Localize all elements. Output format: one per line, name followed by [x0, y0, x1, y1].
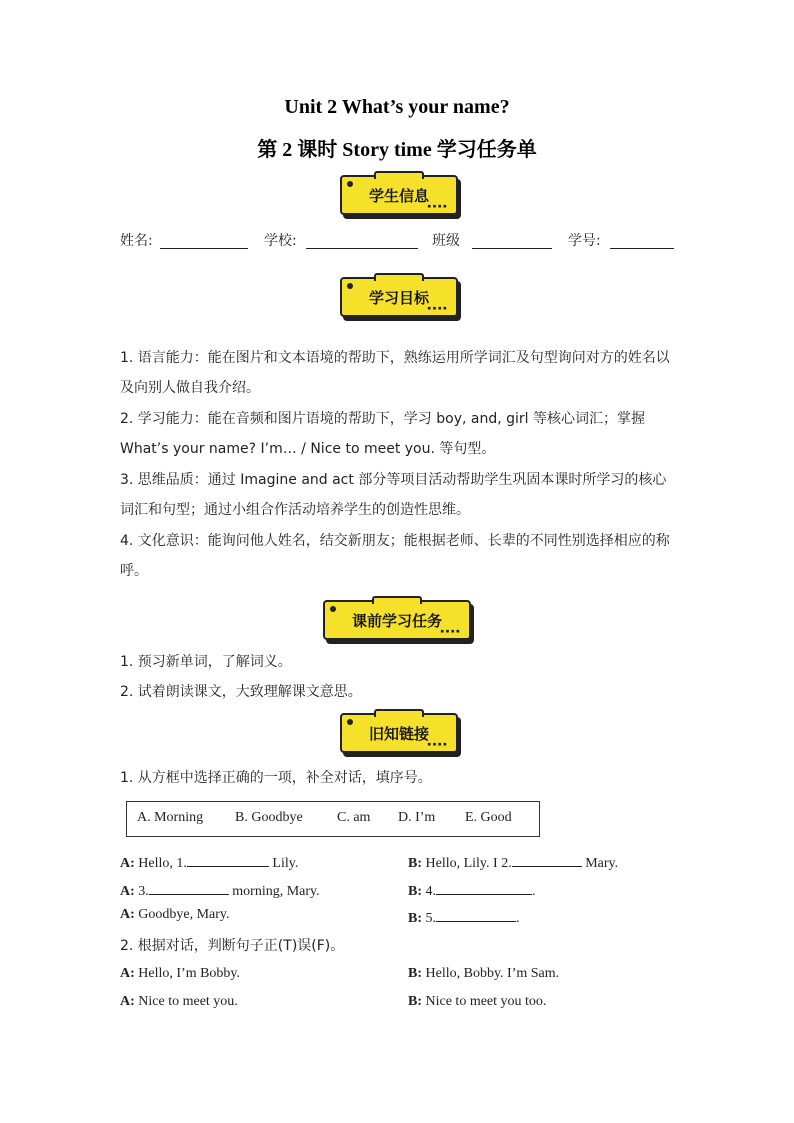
badge-student-info [340, 175, 458, 215]
badge-dot [347, 283, 353, 289]
speaker-a: A: [120, 966, 135, 981]
answer-blank-1[interactable] [187, 852, 269, 867]
dialogue-line [408, 852, 618, 872]
badge-pre-task [323, 600, 471, 640]
school-label: 学校: [264, 233, 297, 249]
badge-label: 学习目标 [368, 288, 429, 307]
badge-dot [330, 606, 336, 612]
dialogue-text: . [516, 911, 520, 926]
badge-dots: ▪▪▪▪ [427, 304, 448, 312]
badge-tab [374, 171, 424, 179]
speaker-a: A: [120, 994, 135, 1009]
speaker-a: A: [120, 856, 135, 871]
answer-blank-3[interactable] [149, 880, 229, 895]
dialogue-line [408, 994, 546, 1010]
dialogue-text: Hello, Lily. I 2. [425, 856, 512, 871]
dialogue-line [120, 907, 230, 923]
speaker-b: B: [408, 911, 422, 926]
school-field[interactable] [306, 248, 418, 249]
dialogue-text: Mary. [581, 856, 619, 871]
page-subtitle: 第 2 课时 Story time 学习任务单 [257, 139, 537, 161]
badge-label: 课前学习任务 [351, 611, 442, 630]
option-e: E. Good [465, 810, 512, 825]
page-title: Unit 2 What’s your name? [284, 96, 510, 118]
dialogue-line [120, 880, 320, 900]
name-label: 姓名: [120, 233, 153, 249]
dialogue-text: Hello, 1. [138, 856, 187, 871]
option-d: D. I’m [398, 810, 436, 825]
q1-instruction: 1. 从方框中选择正确的一项，补全对话，填序号。 [120, 770, 432, 786]
badge-dots: ▪▪▪▪ [440, 627, 461, 635]
speaker-b: B: [408, 856, 422, 871]
dialogue-text: . [532, 884, 536, 899]
option-a: A. Morning [137, 810, 204, 825]
badge-dot [347, 719, 353, 725]
goal-item-1: 1. 语言能力：能在图片和文本语境的帮助下，熟练运用所学词汇及句型询问对方的姓名以及向别人做自我介绍。 [120, 350, 670, 396]
option-b: B. Goodbye [235, 810, 303, 825]
badge-review [340, 713, 458, 753]
badge-dots: ▪▪▪▪ [427, 202, 448, 210]
answer-blank-4[interactable] [436, 880, 532, 895]
badge-label: 旧知链接 [368, 724, 429, 743]
dialogue-line [408, 880, 536, 900]
speaker-b: B: [408, 966, 422, 981]
q2-instruction: 2. 根据对话，判断句子正(T)误(F)。 [120, 938, 345, 954]
dialogue-line [408, 966, 559, 982]
badge-tab [372, 596, 422, 604]
pre-task-item-1: 1. 预习新单词，了解词义。 [120, 654, 292, 670]
goal-item-2: 2. 学习能力：能在音频和图片语境的帮助下，学习 boy, and, girl 等核心词汇；掌握 What’s your name? I’m… / Nice to meet you. 等句型。 [120, 411, 646, 457]
pre-task-item-2: 2. 试着朗读课文，大致理解课文意思。 [120, 684, 362, 700]
badge-goals [340, 277, 458, 317]
dialogue-text: Goodbye, Mary. [138, 907, 230, 922]
dialogue-text: Hello, I’m Bobby. [138, 966, 241, 981]
goal-item-3: 3. 思维品质：通过 Imagine and act 部分等项目活动帮助学生巩固本课时所学习的核心词汇和句型；通过小组合作活动培养学生的创造性思维。 [120, 472, 667, 518]
dialogue-text: 4. [425, 884, 436, 899]
name-field[interactable] [160, 248, 248, 249]
dialogue-text: morning, Mary. [228, 884, 320, 899]
badge-tab [374, 273, 424, 281]
answer-blank-2[interactable] [512, 852, 582, 867]
number-field[interactable] [610, 248, 674, 249]
option-c: C. am [337, 810, 371, 825]
dialogue-line [120, 994, 238, 1010]
dialogue-text: Hello, Bobby. I’m Sam. [425, 966, 560, 981]
number-label: 学号: [568, 233, 601, 249]
speaker-b: B: [408, 884, 422, 899]
dialogue-text: 3. [138, 884, 149, 899]
student-info-row [120, 230, 680, 252]
class-field[interactable] [472, 248, 552, 249]
badge-label: 学生信息 [368, 186, 429, 205]
speaker-a: A: [120, 884, 135, 899]
class-label: 班级 [432, 233, 460, 249]
options-box [126, 801, 540, 837]
speaker-a: A: [120, 907, 135, 922]
dialogue-line [408, 907, 520, 927]
dialogue-text: 5. [425, 911, 436, 926]
dialogue-text: Nice to meet you too. [425, 994, 547, 1009]
badge-tab [374, 709, 424, 717]
speaker-b: B: [408, 994, 422, 1009]
dialogue-line [120, 966, 240, 982]
dialogue-line [120, 852, 298, 872]
badge-dots: ▪▪▪▪ [427, 740, 448, 748]
dialogue-text: Lily. [268, 856, 299, 871]
badge-dot [347, 181, 353, 187]
answer-blank-5[interactable] [436, 907, 516, 922]
dialogue-text: Nice to meet you. [138, 994, 238, 1009]
goal-item-4: 4. 文化意识：能询问他人姓名，结交新朋友；能根据老师、长辈的不同性别选择相应的称呼。 [120, 533, 670, 579]
